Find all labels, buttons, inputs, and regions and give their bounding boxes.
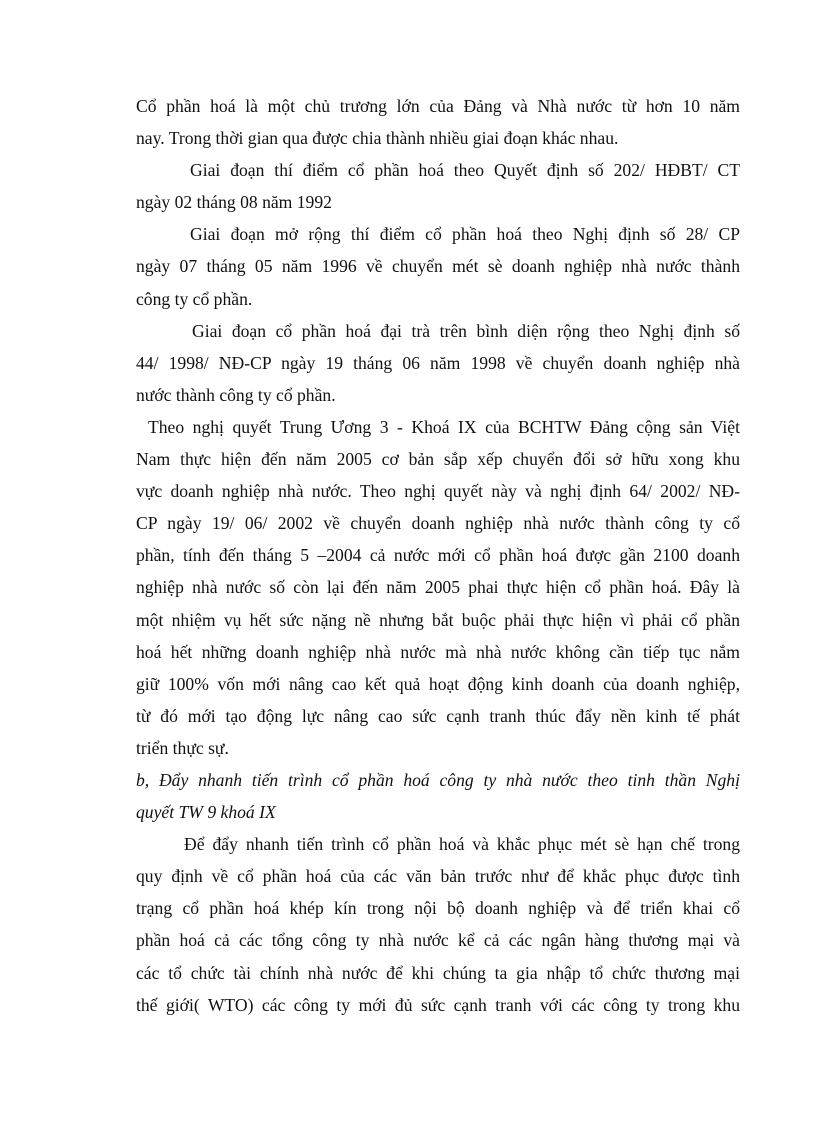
- text-line: phần hoá cả các tổng công ty nhà nước kể cả các ngân hàng thương mại và: [136, 930, 740, 951]
- text-line: ngày 07 tháng 05 năm 1996 về chuyển mét sè doanh nghiệp nhà nước thành: [136, 256, 740, 277]
- text-line: Giai đoạn mở rộng thí điểm cổ phần hoá theo Nghị định số 28/ CP: [190, 224, 740, 245]
- text-line: Theo nghị quyết Trung Ương 3 - Khoá IX của BCHTW Đảng cộng sản Việt: [148, 416, 740, 437]
- text-line: quy định về cổ phần hoá của các văn bản trước như để khắc phục được tình: [136, 866, 740, 887]
- text-line: Để đẩy nhanh tiến trình cổ phần hoá và khắc phục mét sè hạn chế trong: [184, 834, 740, 855]
- text-line: Giai đoạn cổ phần hoá đại trà trên bình diện rộng theo Nghị định số: [192, 320, 740, 341]
- text-line: hoá hết những doanh nghiệp nhà nước mà nhà nước không cần tiếp tục nắm: [136, 641, 740, 662]
- text-line: từ đó mới tạo động lực nâng cao sức cạnh tranh thúc đẩy nền kinh tế phát: [136, 705, 740, 726]
- text-line: nay. Trong thời gian qua được chia thành nhiều giai đoạn khác nhau.: [136, 128, 619, 149]
- section-heading: b, Đẩy nhanh tiến trình cổ phần hoá công ty nhà nước theo tinh thần Nghị: [136, 769, 740, 790]
- text-line: triển thực sự.: [136, 737, 229, 758]
- text-line: vực doanh nghiệp nhà nước. Theo nghị quyết này và nghị định 64/ 2002/ NĐ-: [136, 481, 740, 502]
- text-line: công ty cổ phần.: [136, 288, 253, 309]
- text-line: CP ngày 19/ 06/ 2002 về chuyển doanh nghiệp nhà nước thành công ty cổ: [136, 513, 740, 534]
- text-line: trạng cổ phần hoá khép kín trong nội bộ doanh nghiệp và để triển khai cổ: [136, 898, 740, 919]
- text-line: giữ 100% vốn mới nâng cao kết quả hoạt động kinh doanh của doanh nghiệp,: [136, 673, 740, 694]
- text-line: phần, tính đến tháng 5 –2004 cả nước mới cổ phần hoá được gần 2100 doanh: [136, 545, 740, 566]
- text-line: thế giới( WTO) các công ty mới đủ sức cạnh tranh với các công ty trong khu: [136, 994, 740, 1015]
- text-line: các tổ chức tài chính nhà nước để khi chúng ta gia nhập tổ chức thương mại: [136, 962, 740, 983]
- section-heading: quyết TW 9 khoá IX: [136, 802, 276, 823]
- text-line: Giai đoạn thí điểm cổ phần hoá theo Quyết định số 202/ HĐBT/ CT: [190, 160, 740, 181]
- text-line: một nhiệm vụ hết sức nặng nề nhưng bắt buộc phải thực hiện vì phải cổ phần: [136, 609, 740, 630]
- document-body: [136, 90, 740, 1021]
- text-line: Cổ phần hoá là một chủ trương lớn của Đảng và Nhà nước từ hơn 10 năm: [136, 96, 740, 116]
- text-line: nghiệp nhà nước số còn lại đến năm 2005 phai thực hiện cổ phần hoá. Đây là: [136, 577, 740, 598]
- text-line: 44/ 1998/ NĐ-CP ngày 19 tháng 06 năm 1998 về chuyển doanh nghiệp nhà: [136, 352, 740, 373]
- text-line: Nam thực hiện đến năm 2005 cơ bản sắp xếp chuyển đổi sở hữu xong khu: [136, 449, 740, 470]
- text-line: ngày 02 tháng 08 năm 1992: [136, 192, 332, 213]
- text-line: nước thành công ty cổ phần.: [136, 384, 336, 405]
